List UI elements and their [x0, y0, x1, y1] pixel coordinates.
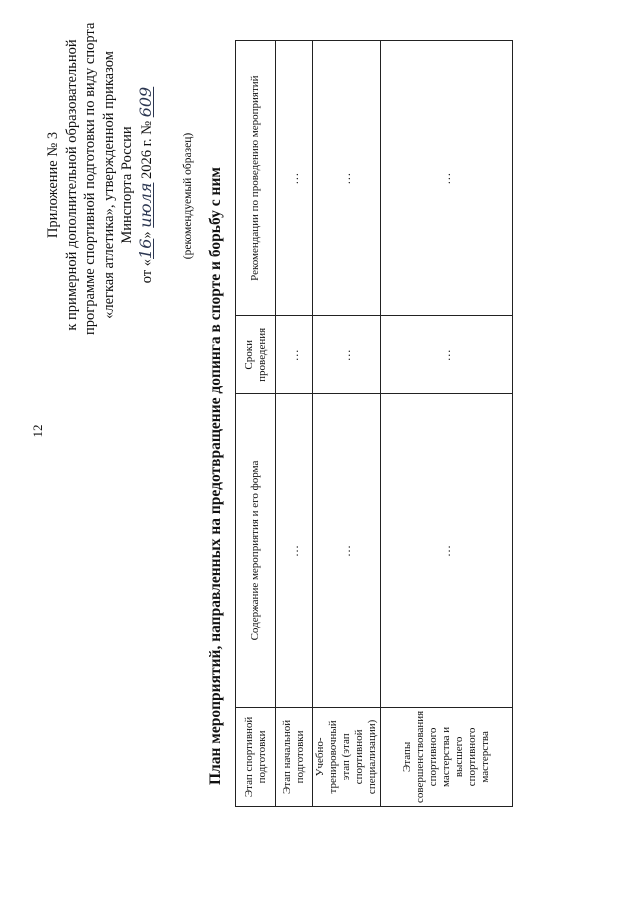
content-cell: …	[276, 394, 313, 708]
stage-cell: Этапы совершенствования спортивного мастерства и высшего спортивного мастерства	[381, 707, 513, 806]
order-prefix: от «	[138, 258, 155, 284]
order-line	[137, 35, 157, 335]
recommendations-cell: …	[381, 41, 513, 316]
appendix-title: Приложение № 3	[45, 131, 61, 239]
header-recommendations: Рекомендации по проведению мероприятий	[236, 41, 276, 316]
order-year: 2026 г. №	[138, 117, 155, 183]
stage-cell: Учебно-тренировочный этап (этап спортивной специализации)	[313, 707, 381, 806]
order-day-handwritten: 16	[135, 238, 155, 259]
appendix-line-1: к примерной дополнительной образовательной	[63, 39, 80, 331]
appendix-line-3: «легкая атлетика», утвержденной приказом	[100, 51, 117, 319]
recommendations-cell: …	[313, 41, 381, 316]
content-cell: …	[381, 394, 513, 708]
timing-cell: …	[381, 316, 513, 394]
document-title: План мероприятий, направленных на предотвращение допинга в спорте и борьбу с ним	[207, 167, 224, 785]
table-row	[313, 41, 381, 807]
table-header-row	[236, 41, 276, 807]
plan-table	[235, 40, 513, 807]
appendix-line-4: Минспорта России	[119, 126, 135, 244]
appendix-header	[44, 22, 156, 335]
header-stage: Этап спортивной подготовки	[236, 707, 276, 806]
header-content: Содержание мероприятия и его форма	[236, 394, 276, 708]
table-row	[276, 41, 313, 807]
table-row	[381, 41, 513, 807]
order-mid: »	[138, 227, 155, 239]
timing-cell: …	[276, 316, 313, 394]
order-number-handwritten: 609	[135, 86, 155, 118]
header-timing: Сроки проведения	[236, 316, 276, 394]
recommendations-cell: …	[276, 41, 313, 316]
appendix-line-2: программе спортивной подготовки по виду спорта	[82, 22, 98, 335]
content-cell: …	[313, 394, 381, 708]
stage-cell: Этап начальной подготовки	[276, 707, 313, 806]
order-month-handwritten: июля	[135, 182, 155, 228]
timing-cell: …	[313, 316, 381, 394]
page-number: 12	[30, 424, 45, 438]
sample-note: (рекомендуемый образец)	[182, 132, 194, 260]
